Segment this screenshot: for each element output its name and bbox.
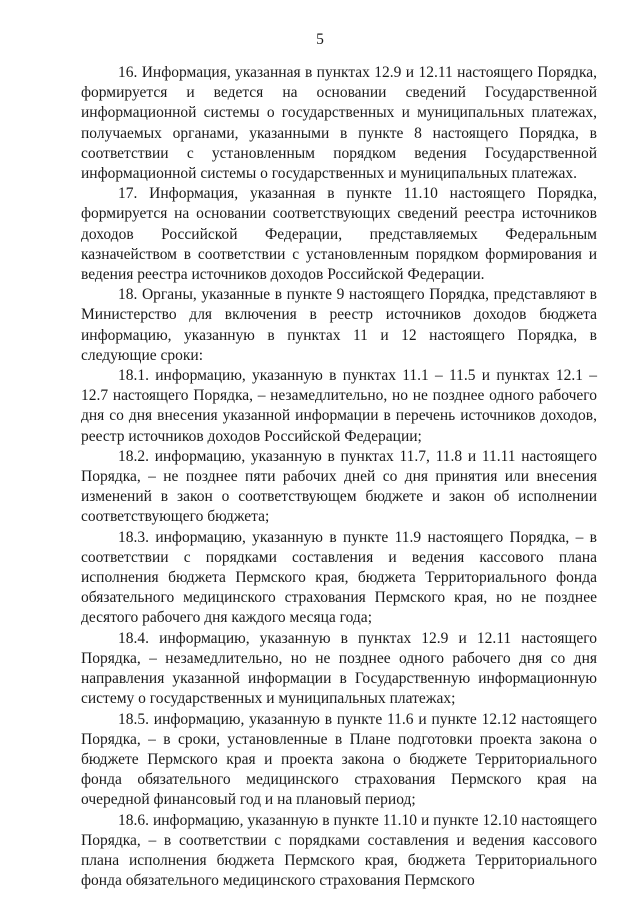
paragraph-18-1: 18.1. информацию, указанную в пунктах 11.1 – 11.5 и пунктах 12.1 – 12.7 настоящего Порядка, – незамедлительно, но не позднее одного рабочего дня со дня внесения указанной информации в перечень источников доходов, реестр источников доходов Российской Федерации; xyxy=(81,367,597,445)
document-body xyxy=(81,63,597,891)
paragraph-18-2: 18.2. информацию, указанную в пунктах 11.7, 11.8 и 11.11 настоящего Порядка, – не позднее пяти рабочих дней со дня принятия или внесения изменений в закон о соответствующем бюджете и закон об исполнении соответствующего бюджета; xyxy=(81,447,597,526)
paragraph-18-3: 18.3. информацию, указанную в пункте 11.9 настоящего Порядка, – в соответствии с порядками составления и ведения кассового плана исполнения бюджета Пермского края, бюджета Территориального фонда обязательного медицинского страхования Пермского края, но не позднее десятого рабочего дня каждого месяца года; xyxy=(81,528,597,627)
paragraph-18-4: 18.4. информацию, указанную в пунктах 12.9 и 12.11 настоящего Порядка, – незамедлительно, но не позднее одного рабочего дня со дня направления указанной информации в Государственную информационную систему о государственных и муниципальных платежах; xyxy=(81,629,597,708)
paragraph-16: 16. Информация, указанная в пунктах 12.9 и 12.11 настоящего Порядка, формируется и ведется на основании сведений Государственной информационной системы о государственных и муниципальных платежах, получаемых органами, указанными в пункте 8 настоящего Порядка, в соответствии с установленным порядком ведения Государственной информационной системы о государственных и муниципальных платежах. xyxy=(81,64,597,183)
paragraph-17: 17. Информация, указанная в пункте 11.10 настоящего Порядка, формируется на основании соответствующих сведений реестра источников доходов Российской Федерации, представляемых Федеральным казначейством в соответствии с установленным порядком формирования и ведения реестра источников доходов Российской Федерации. xyxy=(81,185,597,284)
paragraph-18-5: 18.5. информацию, указанную в пункте 11.6 и пункте 12.12 настоящего Порядка, – в сроки, установленные в Плане подготовки проекта закона о бюджете Пермского края и проекта закона о бюджете Территориального фонда обязательного медицинского страхования Пермского края на очередной финансовый год и на плановый период; xyxy=(81,710,597,809)
page-number: 5 xyxy=(316,31,324,48)
paragraph-18-6: 18.6. информацию, указанную в пункте 11.10 и пункте 12.10 настоящего Порядка, – в соответствии с порядками составления и ведения кассового плана исполнения бюджета Пермского края, бюджета Территориального фонда обязательного медицинского страхования Пермского xyxy=(81,811,597,890)
paragraph-18: 18. Органы, указанные в пункте 9 настоящего Порядка, представляют в Министерство для включения в реестр источников доходов бюджета информацию, указанную в пунктах 11 и 12 настоящего Порядка, в следующие сроки: xyxy=(81,286,597,364)
